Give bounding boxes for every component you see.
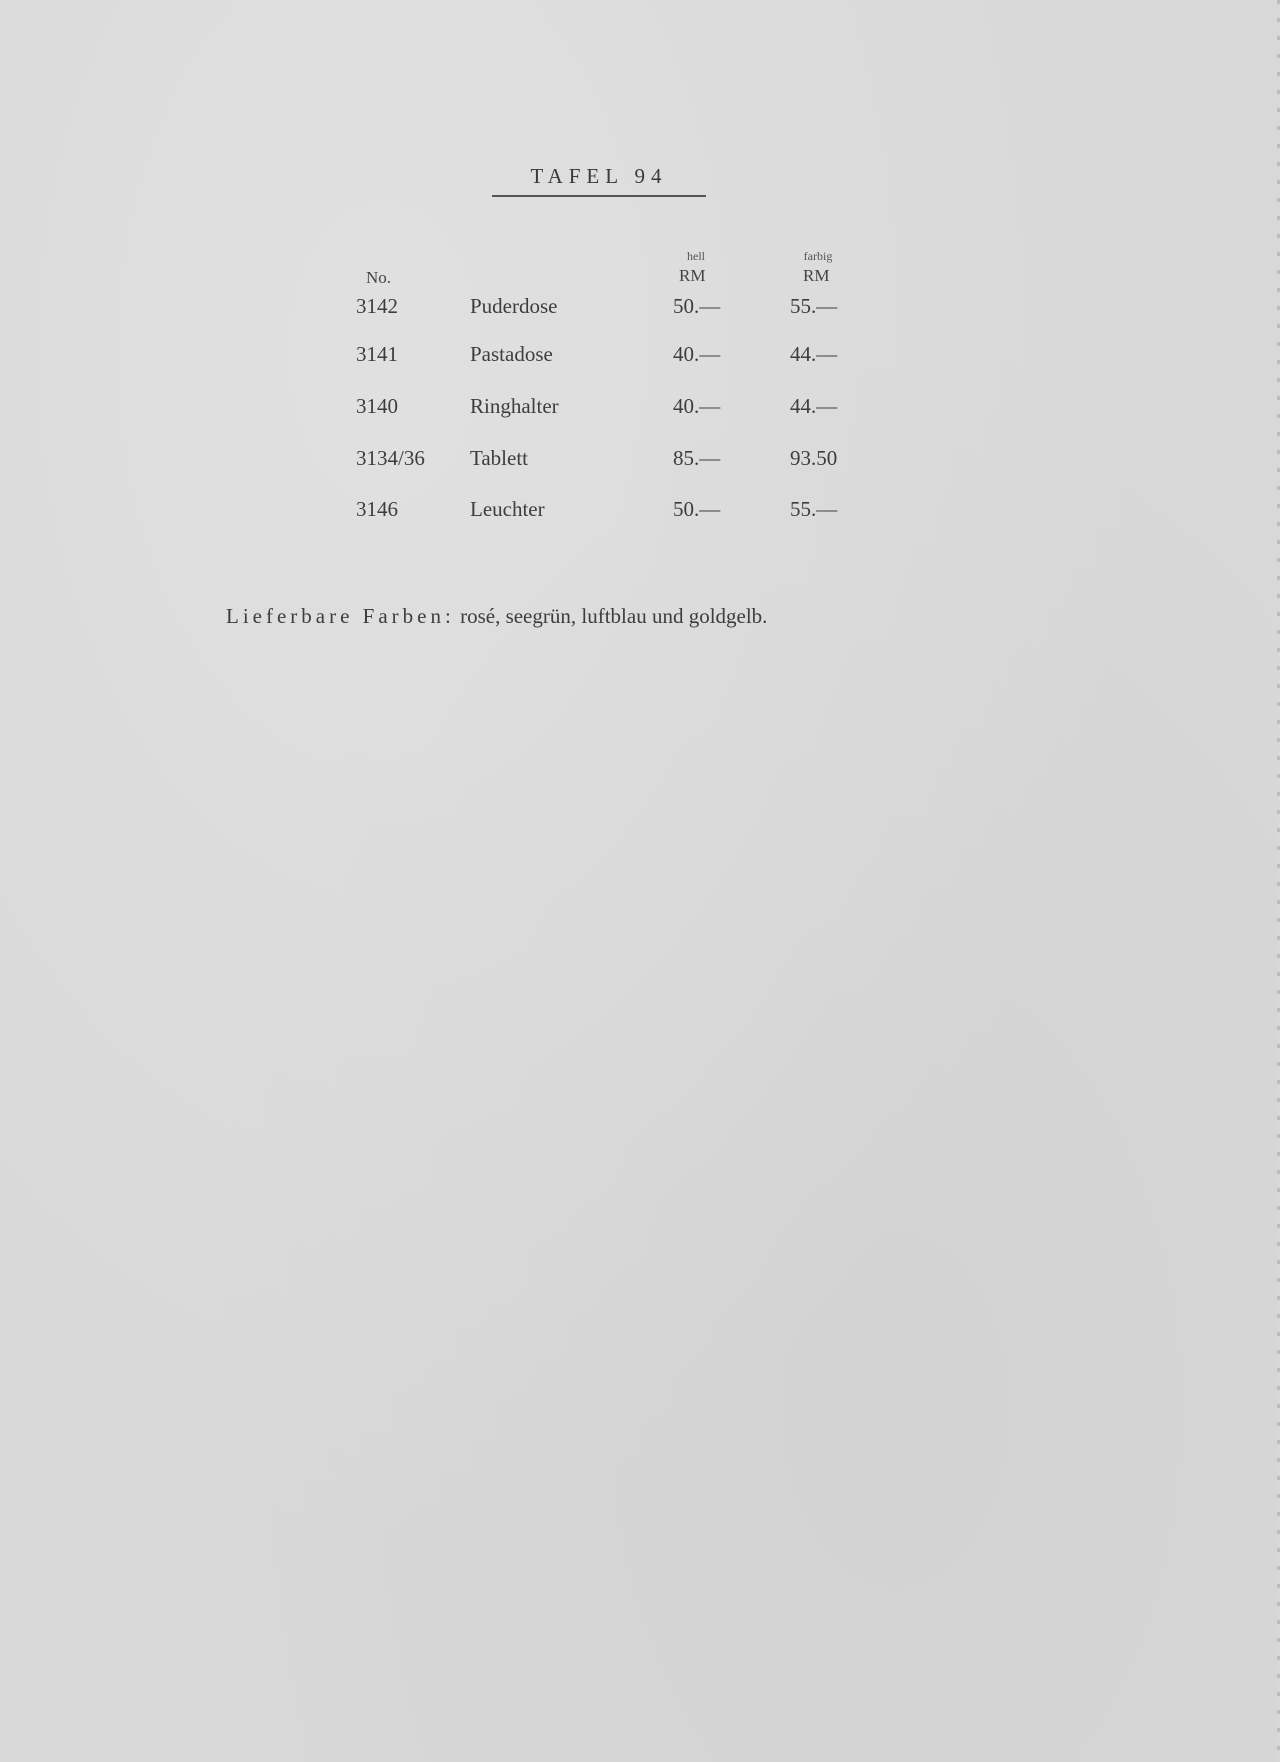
row-name: Pastadose (470, 342, 553, 366)
row-name: Leuchter (470, 497, 545, 521)
row-no: 3134/36 (356, 446, 425, 470)
column-farbig-unit: RM (803, 266, 830, 285)
row-no: 3146 (356, 497, 398, 521)
row-price-farbig: 55.— (790, 497, 838, 521)
row-price-farbig: 55.— (790, 294, 838, 318)
column-hell-label: hell (687, 249, 705, 263)
row-name: Puderdose (470, 294, 558, 318)
title-underline (492, 195, 706, 197)
row-price-farbig: 44.— (790, 394, 838, 418)
row-no: 3140 (356, 394, 398, 418)
row-price-hell: 50.— (673, 497, 721, 521)
row-price-hell: 40.— (673, 342, 721, 366)
row-no: 3142 (356, 294, 398, 318)
available-colors-note (226, 604, 767, 629)
column-no-header: No. (366, 268, 392, 287)
page-title: TAFEL 94 (530, 164, 668, 188)
available-colors-list: rosé, seegrün, luftblau und goldgelb. (460, 604, 768, 628)
row-name: Ringhalter (470, 394, 559, 418)
row-price-hell: 40.— (673, 394, 721, 418)
row-price-farbig: 93.50 (790, 446, 838, 470)
row-price-farbig: 44.— (790, 342, 838, 366)
available-colors-label: Lieferbare Farben: (226, 604, 455, 628)
row-price-hell: 85.— (673, 446, 721, 470)
row-no: 3141 (356, 342, 398, 366)
column-hell-unit: RM (679, 266, 706, 285)
row-name: Tablett (470, 446, 529, 470)
column-farbig-label: farbig (803, 249, 833, 263)
row-price-hell: 50.— (673, 294, 721, 318)
